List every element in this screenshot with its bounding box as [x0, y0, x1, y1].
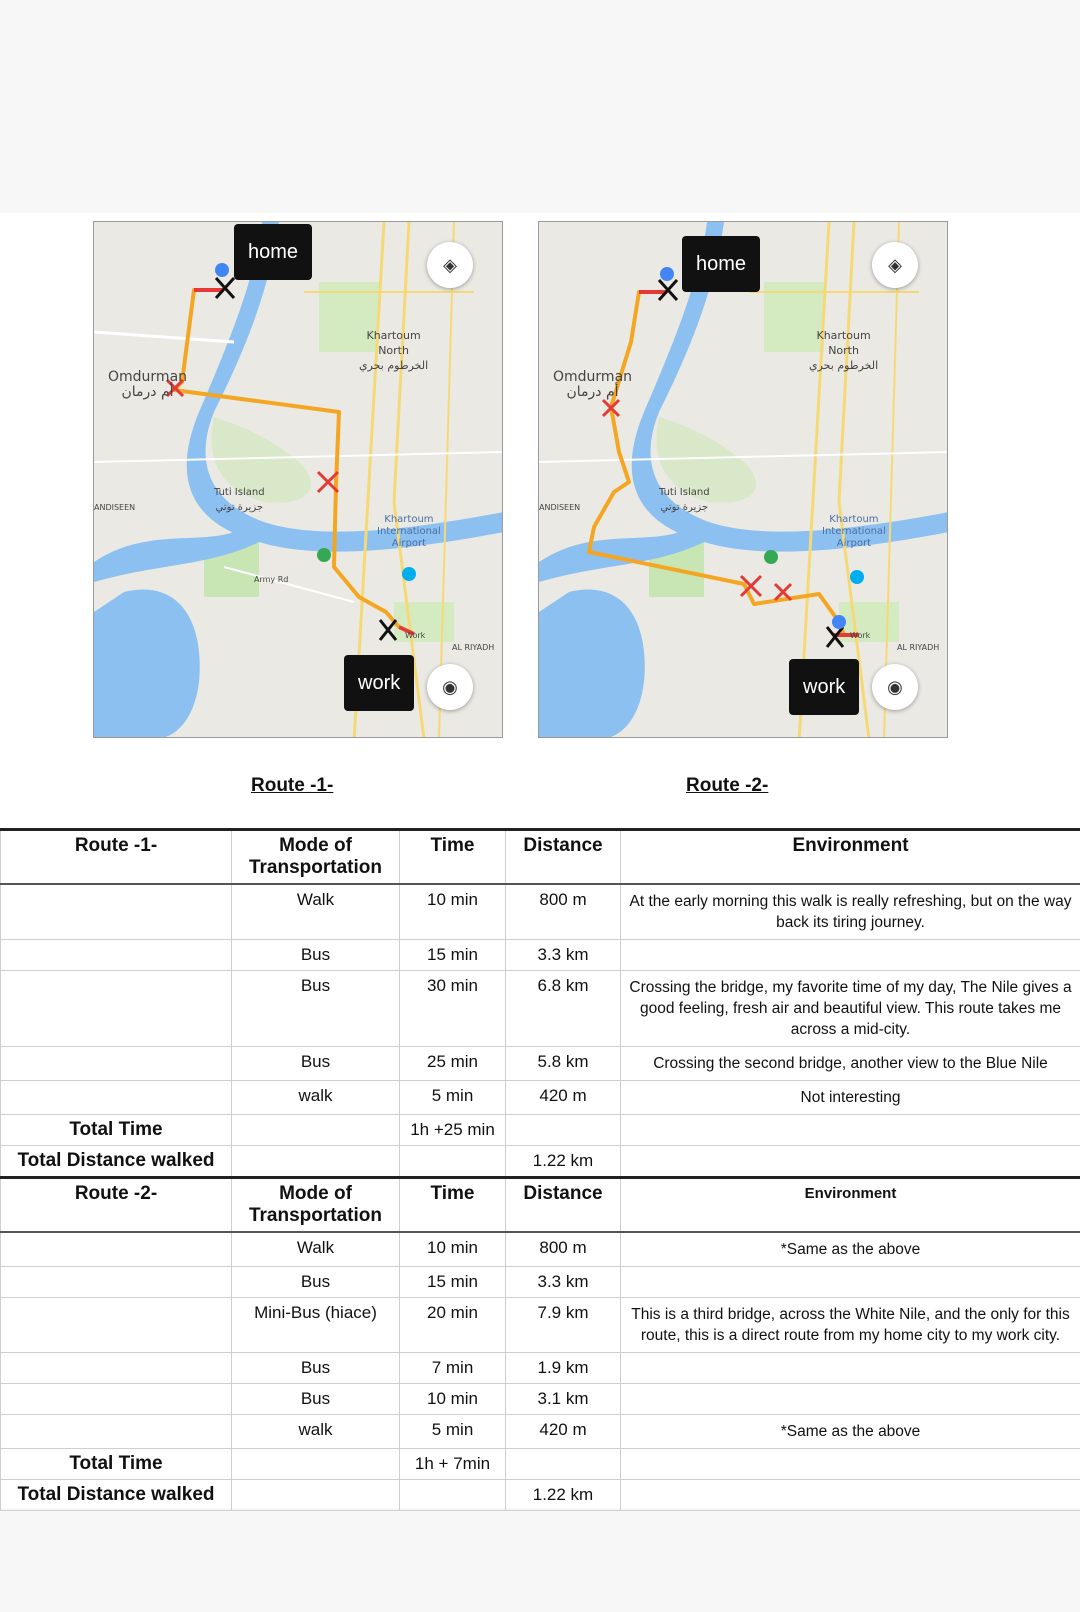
- time-cell: 5 min: [400, 1081, 506, 1115]
- work-label: work: [344, 655, 414, 711]
- omdurman-ar-label: أم درمان: [121, 384, 174, 400]
- layers-button[interactable]: [872, 242, 918, 288]
- table-row: [1, 971, 1080, 1047]
- mode-cell: walk: [232, 1081, 400, 1115]
- total-time-row: [1, 1115, 1080, 1146]
- total-distance-row: [1, 1480, 1080, 1511]
- routes-table: [0, 828, 1080, 1511]
- mode-cell: walk: [232, 1415, 400, 1449]
- distance-cell: 800 m: [506, 884, 621, 940]
- work-pin-label: Work: [405, 631, 426, 640]
- khartoum-north-label-2: North: [828, 344, 859, 357]
- distance-cell: 1.9 km: [506, 1353, 621, 1384]
- airport-label-1: Khartoum: [829, 514, 879, 525]
- total-time-label: Total Time: [1, 1449, 232, 1480]
- environment-cell: Not interesting: [621, 1081, 1080, 1115]
- environment-cell: This is a third bridge, across the White Nile, and the only for this route, this is a direct route from my home city to my work city.: [621, 1298, 1080, 1353]
- mode-cell: Bus: [232, 1047, 400, 1081]
- route-2-caption: Route -2-: [686, 775, 769, 796]
- route-1-caption: Route -1-: [251, 775, 334, 796]
- time-cell: 5 min: [400, 1415, 506, 1449]
- khartoum-north-label-1: Khartoum: [816, 329, 871, 342]
- mode-header: Mode of Transportation: [232, 1178, 400, 1233]
- time-cell: 10 min: [400, 884, 506, 940]
- table-row: [1, 884, 1080, 940]
- khartoum-north-ar-label: الخرطوم بحري: [359, 359, 429, 372]
- mode-header: Mode of Transportation: [232, 830, 400, 885]
- distance-cell: 3.3 km: [506, 1267, 621, 1298]
- distance-cell: 420 m: [506, 1415, 621, 1449]
- environment-cell: [621, 1353, 1080, 1384]
- omdurman-ar-label: أم درمان: [566, 384, 619, 400]
- distance-cell: 3.1 km: [506, 1384, 621, 1415]
- distance-cell: 800 m: [506, 1232, 621, 1267]
- mode-cell: Walk: [232, 884, 400, 940]
- mode-cell: Mini-Bus (hiace): [232, 1298, 400, 1353]
- my-location-icon: ◉: [442, 676, 458, 697]
- distance-cell: 6.8 km: [506, 971, 621, 1047]
- andiseen-label: ANDISEEN: [539, 503, 581, 512]
- mode-cell: Walk: [232, 1232, 400, 1267]
- mode-cell: Bus: [232, 1267, 400, 1298]
- route-2-map[interactable]: [538, 221, 948, 738]
- distance-header: Distance: [506, 830, 621, 885]
- khartoum-north-label-2: North: [378, 344, 409, 357]
- airport-label-1: Khartoum: [384, 514, 434, 525]
- route-2-map-graphic: [539, 222, 948, 738]
- route-1-header: Route -1-: [1, 830, 232, 885]
- distance-cell: 3.3 km: [506, 940, 621, 971]
- environment-cell: [621, 1384, 1080, 1415]
- route-2-header-row: [1, 1178, 1080, 1233]
- layers-button[interactable]: [427, 242, 473, 288]
- riyadh-label: AL RIYADH: [452, 643, 495, 652]
- route-1-map-graphic: [94, 222, 503, 738]
- time-cell: 10 min: [400, 1232, 506, 1267]
- my-location-button[interactable]: [427, 664, 473, 710]
- time-cell: 25 min: [400, 1047, 506, 1081]
- time-cell: 15 min: [400, 1267, 506, 1298]
- mode-cell: Bus: [232, 1384, 400, 1415]
- airport-label-3: Airport: [836, 538, 872, 549]
- mode-cell: Bus: [232, 971, 400, 1047]
- environment-cell: At the early morning this walk is really refreshing, but on the way back its tiring journey.: [621, 884, 1080, 940]
- time-cell: 30 min: [400, 971, 506, 1047]
- time-cell: 15 min: [400, 940, 506, 971]
- total-time-value: 1h + 7min: [400, 1449, 506, 1480]
- airport-label-2: International: [822, 526, 886, 537]
- riyadh-label: AL RIYADH: [897, 643, 940, 652]
- table-row: [1, 1384, 1080, 1415]
- khartoum-north-label-1: Khartoum: [366, 329, 421, 342]
- time-header: Time: [400, 1178, 506, 1233]
- total-distance-row: [1, 1146, 1080, 1178]
- andiseen-label: ANDISEEN: [94, 503, 136, 512]
- tuti-island-ar-label: جزيرة توتي: [660, 502, 709, 513]
- time-header: Time: [400, 830, 506, 885]
- total-time-label: Total Time: [1, 1115, 232, 1146]
- total-time-value: 1h +25 min: [400, 1115, 506, 1146]
- environment-cell: *Same as the above: [621, 1415, 1080, 1449]
- home-label: home: [234, 224, 312, 280]
- total-distance-label: Total Distance walked: [1, 1480, 232, 1511]
- environment-header: Environment: [621, 1178, 1080, 1233]
- khartoum-north-ar-label: الخرطوم بحري: [809, 359, 879, 372]
- omdurman-label: Omdurman: [108, 369, 188, 385]
- time-cell: 20 min: [400, 1298, 506, 1353]
- table-row: [1, 1353, 1080, 1384]
- time-cell: 10 min: [400, 1384, 506, 1415]
- airport-label-3: Airport: [391, 538, 427, 549]
- airport-label-2: International: [377, 526, 441, 537]
- layers-icon: ◈: [443, 254, 457, 275]
- environment-header: Environment: [621, 830, 1080, 885]
- tuti-island-ar-label: جزيرة توتي: [215, 502, 264, 513]
- total-distance-value: 1.22 km: [506, 1480, 621, 1511]
- environment-cell: *Same as the above: [621, 1232, 1080, 1267]
- environment-cell: [621, 1267, 1080, 1298]
- table-row: [1, 1081, 1080, 1115]
- table-row: [1, 1047, 1080, 1081]
- distance-cell: 7.9 km: [506, 1298, 621, 1353]
- my-location-button[interactable]: [872, 664, 918, 710]
- environment-cell: Crossing the bridge, my favorite time of my day, The Nile gives a good feeling, fresh air and beautiful view. This route takes me across a mid-city.: [621, 971, 1080, 1047]
- table-row: [1, 1415, 1080, 1449]
- total-distance-label: Total Distance walked: [1, 1146, 232, 1178]
- route-1-header-row: [1, 830, 1080, 885]
- work-label: work: [789, 659, 859, 715]
- tuti-island-label: Tuti Island: [659, 487, 710, 498]
- environment-cell: [621, 940, 1080, 971]
- distance-cell: 420 m: [506, 1081, 621, 1115]
- time-cell: 7 min: [400, 1353, 506, 1384]
- army-rd-label: Army Rd: [254, 575, 289, 584]
- environment-cell: Crossing the second bridge, another view to the Blue Nile: [621, 1047, 1080, 1081]
- total-distance-value: 1.22 km: [506, 1146, 621, 1178]
- mode-cell: Bus: [232, 940, 400, 971]
- table-row: [1, 940, 1080, 971]
- table-row: [1, 1267, 1080, 1298]
- route-2-header: Route -2-: [1, 1178, 232, 1233]
- mode-cell: Bus: [232, 1353, 400, 1384]
- my-location-icon: ◉: [887, 676, 903, 697]
- layers-icon: ◈: [888, 254, 902, 275]
- work-pin-label: Work: [850, 631, 871, 640]
- table-row: [1, 1232, 1080, 1267]
- home-label: home: [682, 236, 760, 292]
- omdurman-label: Omdurman: [553, 369, 633, 385]
- tuti-island-label: Tuti Island: [214, 487, 265, 498]
- distance-cell: 5.8 km: [506, 1047, 621, 1081]
- route-1-map[interactable]: [93, 221, 503, 738]
- distance-header: Distance: [506, 1178, 621, 1233]
- total-time-row: [1, 1449, 1080, 1480]
- table-row: [1, 1298, 1080, 1353]
